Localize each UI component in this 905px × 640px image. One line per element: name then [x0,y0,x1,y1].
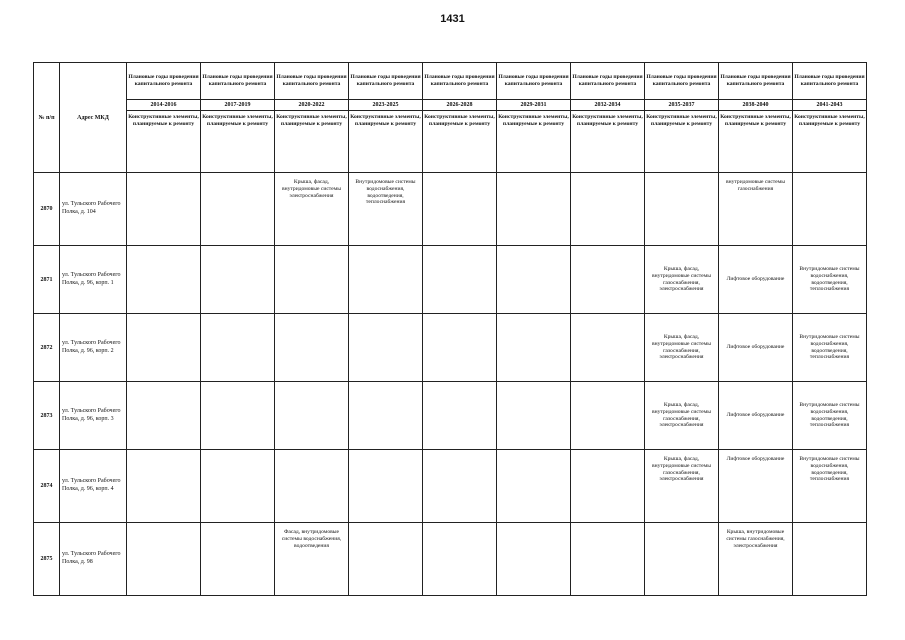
work-cell: Лифтовое оборудование [719,314,793,382]
num-column-header: № п/п [34,63,60,173]
elements-header-2029: Конструктивные элементы, планируемые к ремонту [497,111,571,173]
work-cell [497,382,571,450]
work-cell: Фасад, внутридомовые системы водоснабжения, водоотведения [275,523,349,596]
work-cell [349,382,423,450]
work-cell [793,173,867,246]
plan-header-2029: Плановые годы проведения капитального ремонта [497,63,571,100]
row-address: ул. Тульского Рабочего Полка, д. 96, корп. 1 [60,246,127,314]
work-cell [349,450,423,523]
work-cell [571,246,645,314]
work-cell: Лифтовое оборудование [719,246,793,314]
work-cell [423,173,497,246]
work-cell: Крыша, фасад, внутридомовые системы газоснабжения, электроснабжения [645,246,719,314]
work-cell [201,314,275,382]
work-cell [201,382,275,450]
work-cell [571,382,645,450]
row-number: 2875 [34,523,60,596]
plan-header-2032: Плановые годы проведения капитального ремонта [571,63,645,100]
period-2026-2028: 2026-2028 [423,100,497,111]
header-years-row [34,100,867,111]
work-cell [497,173,571,246]
work-cell [201,173,275,246]
work-cell [127,314,201,382]
page-number: 1431 [440,13,465,25]
period-2041-2043: 2041-2043 [793,100,867,111]
work-cell [349,523,423,596]
period-2020-2022: 2020-2022 [275,100,349,111]
work-cell [423,523,497,596]
elements-header-2026: Конструктивные элементы, планируемые к ремонту [423,111,497,173]
elements-header-2035: Конструктивные элементы, планируемые к ремонту [645,111,719,173]
work-cell [275,314,349,382]
work-cell: Лифтовое оборудование [719,382,793,450]
work-cell: Внутридомовые системы водоснабжения, водоотведения, теплоснабжения [793,314,867,382]
repair-schedule-table [33,62,867,596]
work-cell [201,523,275,596]
elements-header-2032: Конструктивные элементы, планируемые к ремонту [571,111,645,173]
elements-header-2023: Конструктивные элементы, планируемые к ремонту [349,111,423,173]
plan-header-2035: Плановые годы проведения капитального ремонта [645,63,719,100]
row-number: 2870 [34,173,60,246]
work-cell: Лифтовое оборудование [719,450,793,523]
work-cell [127,450,201,523]
period-2035-2037: 2035-2037 [645,100,719,111]
row-address: ул. Тульского Рабочего Полка, д. 104 [60,173,127,246]
work-cell [127,523,201,596]
plan-header-2014: Плановые годы проведения капитального ремонта [127,63,201,100]
plan-header-2041: Плановые годы проведения капитального ремонта [793,63,867,100]
table-row [34,450,867,523]
work-cell [645,523,719,596]
row-address: ул. Тульского Рабочего Полка, д. 98 [60,523,127,596]
period-2032-2034: 2032-2034 [571,100,645,111]
work-cell [275,246,349,314]
work-cell [793,523,867,596]
table-row [34,173,867,246]
work-cell [571,523,645,596]
work-cell [275,382,349,450]
work-cell [423,314,497,382]
work-cell [127,173,201,246]
row-address: ул. Тульского Рабочего Полка, д. 96, корп. 2 [60,314,127,382]
elements-header-2020: Конструктивные элементы, планируемые к ремонту [275,111,349,173]
work-cell [571,450,645,523]
work-cell [349,314,423,382]
elements-header-2017: Конструктивные элементы, планируемые к ремонту [201,111,275,173]
work-cell [201,450,275,523]
row-address: ул. Тульского Рабочего Полка, д. 96, корп. 3 [60,382,127,450]
plan-header-2023: Плановые годы проведения капитального ремонта [349,63,423,100]
elements-header-2038: Конструктивные элементы, планируемые к ремонту [719,111,793,173]
elements-header-2014: Конструктивные элементы, планируемые к ремонту [127,111,201,173]
table-row [34,314,867,382]
period-2029-2031: 2029-2031 [497,100,571,111]
work-cell [423,246,497,314]
table-row [34,246,867,314]
work-cell [645,173,719,246]
work-cell [127,246,201,314]
work-cell [497,450,571,523]
work-cell [497,246,571,314]
plan-header-2026: Плановые годы проведения капитального ремонта [423,63,497,100]
table-row [34,523,867,596]
work-cell [275,450,349,523]
work-cell [497,523,571,596]
work-cell: внутридомовые системы газоснабжения [719,173,793,246]
work-cell [423,382,497,450]
work-cell: Крыша, внутридомовые системы газоснабжения, электроснабжения [719,523,793,596]
work-cell: Внутридомовые системы водоснабжения, водоотведения, теплоснабжения [793,246,867,314]
elements-header-2041: Конструктивные элементы, планируемые к ремонту [793,111,867,173]
work-cell: Крыша, фасад, внутридомовые системы электроснабжения [275,173,349,246]
plan-header-2020: Плановые годы проведения капитального ремонта [275,63,349,100]
period-2014-2016: 2014-2016 [127,100,201,111]
work-cell: Крыша, фасад, внутридомовые системы газоснабжения, электроснабжения [645,314,719,382]
header-elements-row [34,111,867,173]
row-number: 2871 [34,246,60,314]
work-cell [571,314,645,382]
row-number: 2873 [34,382,60,450]
period-2023-2025: 2023-2025 [349,100,423,111]
work-cell: Внутридомовые системы водоснабжения, водоотведения, теплоснабжения [793,450,867,523]
table-row [34,382,867,450]
work-cell [497,314,571,382]
work-cell [127,382,201,450]
row-number: 2872 [34,314,60,382]
work-cell [349,246,423,314]
work-cell: Внутридомовые системы водоснабжения, водоотведения, теплоснабжения [793,382,867,450]
work-cell: Крыша, фасад, внутридомовые системы газоснабжения, электроснабжения [645,382,719,450]
plan-header-2038: Плановые годы проведения капитального ремонта [719,63,793,100]
work-cell [571,173,645,246]
header-plan-row [34,63,867,100]
period-2017-2019: 2017-2019 [201,100,275,111]
period-2038-2040: 2038-2040 [719,100,793,111]
work-cell: Внутридомовые системы водоснабжения, водоотведения, теплоснабжения [349,173,423,246]
address-column-header: Адрес МКД [60,63,127,173]
work-cell [201,246,275,314]
row-address: ул. Тульского Рабочего Полка, д. 96, корп. 4 [60,450,127,523]
work-cell [423,450,497,523]
work-cell: Крыша, фасад, внутридомовые системы газоснабжения, электроснабжения [645,450,719,523]
row-number: 2874 [34,450,60,523]
plan-header-2017: Плановые годы проведения капитального ремонта [201,63,275,100]
